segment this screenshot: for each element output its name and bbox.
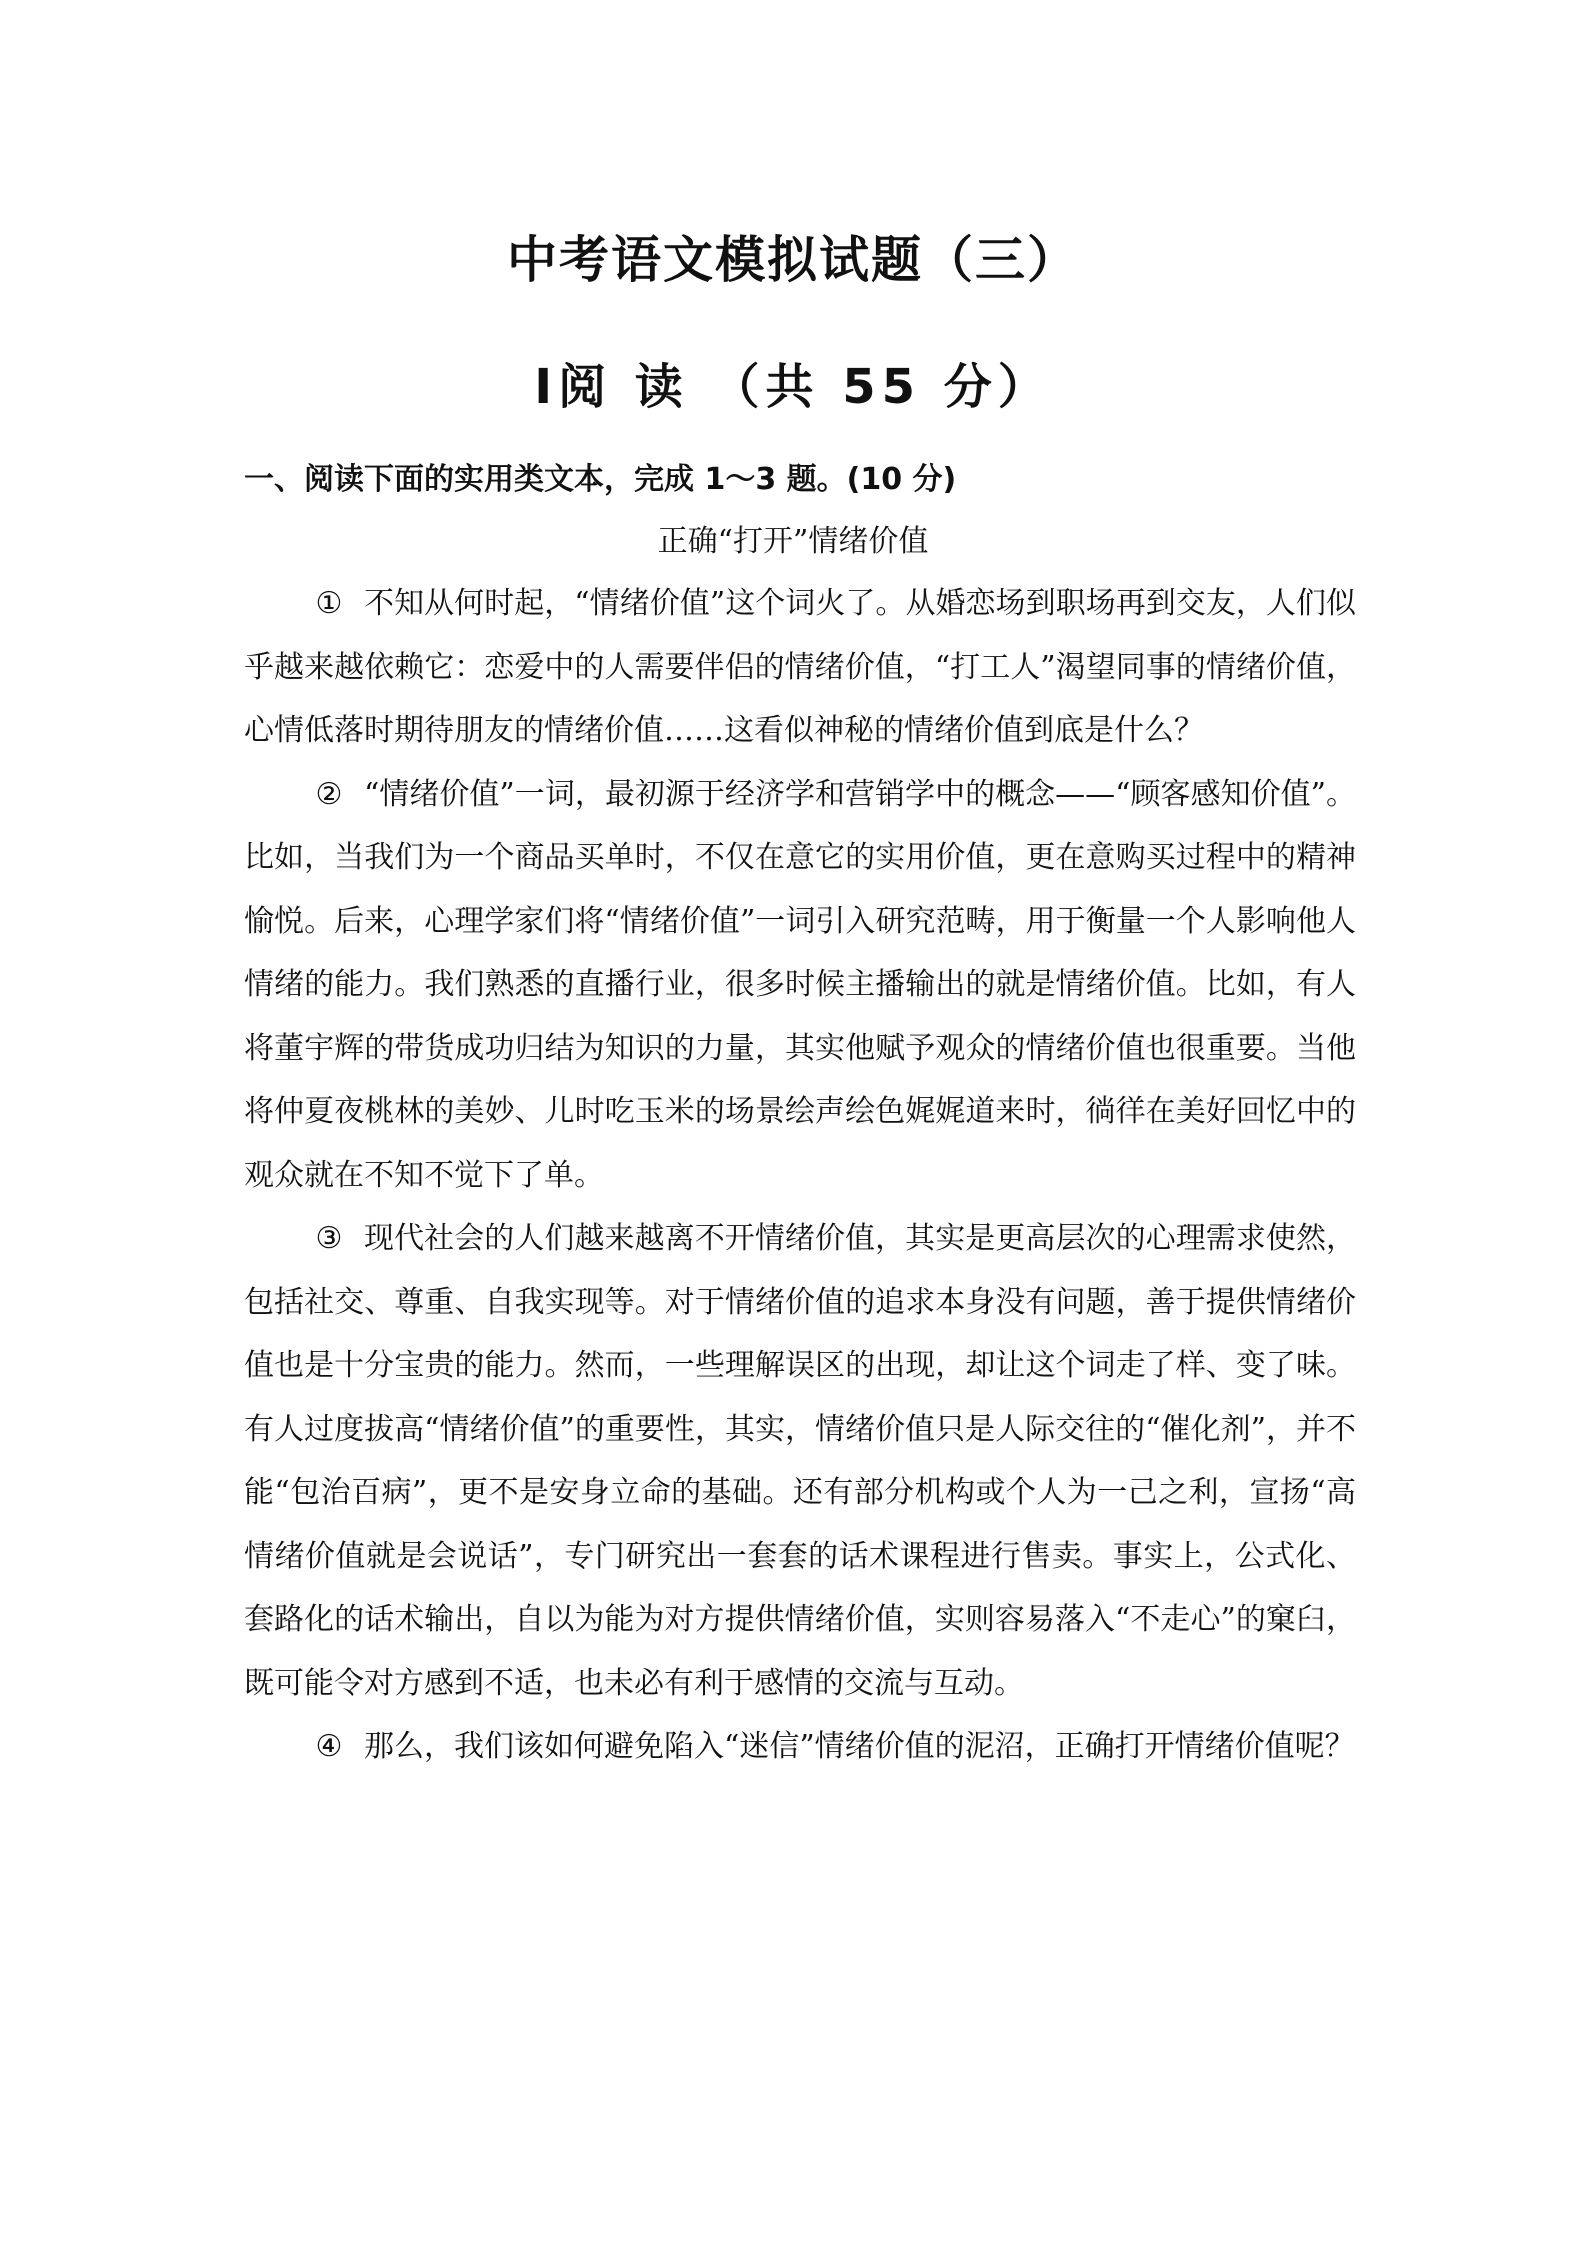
- article-body: [244, 572, 1356, 1779]
- paragraph-number: ③: [315, 1221, 343, 1256]
- page-title: 中考语文模拟试题（三）: [507, 231, 1079, 289]
- paragraph-text: 不知从何时起，“情绪价值”这个词火了。从婚恋场到职场再到交友，人们似乎越来越依赖它：恋爱中的人需要伴侣的情绪价值，“打工人”渴望同事的情绪价值，心情低落时期待朋友的情绪价值……这看似神秘的情绪价值到底是什么？: [244, 586, 1356, 748]
- article-title: 正确“打开”情绪价值: [657, 524, 929, 559]
- paragraph-text: “情绪价值”一词，最初源于经济学和营销学中的概念——“顾客感知价值”。比如，当我们为一个商品买单时，不仅在意它的实用价值，更在意购买过程中的精神愉悦。后来，心理学家们将“情绪价值”一词引入研究范畴，用于衡量一个人影响他人情绪的能力。我们熟悉的直播行业，很多时候主播输出的就是情绪价值。比如，有人将董宇辉的带货成功归结为知识的力量，其实他赋予观众的情绪价值也很重要。当他将仲夏夜桃林的美妙、儿时吃玉米的场景绘声绘色娓娓道来时，徜徉在美好回忆中的观众就在不知不觉下了单。: [244, 776, 1356, 1193]
- paragraph-1: [244, 572, 1356, 763]
- paragraph-number: ②: [315, 776, 343, 812]
- question-heading: 一、阅读下面的实用类文本，完成 1～3 题。(10 分): [244, 462, 957, 497]
- paragraph-number: ④: [315, 1729, 343, 1764]
- paragraph-text: 现代社会的人们越来越离不开情绪价值，其实是更高层次的心理需求使然，包括社交、尊重、自我实现等。对于情绪价值的追求本身没有问题，善于提供情绪价值也是十分宝贵的能力。然而，一些理解误区的出现，却让这个词走了样、变了味。有人过度拔高“情绪价值”的重要性，其实，情绪价值只是人际交往的“催化剂”，并不能“包治百病”，更不是安身立命的基础。还有部分机构或个人为一己之利，宣扬“高情绪价值就是会说话”，专门研究出一套套的话术课程进行售卖。事实上，公式化、套路化的话术输出，自以为能为对方提供情绪价值，实则容易落入“不走心”的窠臼，既可能令对方感到不适，也未必有利于感情的交流与互动。: [244, 1221, 1356, 1701]
- paragraph-2: [244, 763, 1356, 1208]
- section-title: Ⅰ阅 读 （共 55 分）: [534, 359, 1052, 415]
- paragraph-text: 那么，我们该如何避免陷入“迷信”情绪价值的泥沼，正确打开情绪价值呢？: [364, 1729, 1355, 1764]
- paragraph-3: [244, 1207, 1356, 1715]
- paragraph-number: ①: [315, 586, 343, 621]
- paragraph-4: [244, 1715, 1356, 1779]
